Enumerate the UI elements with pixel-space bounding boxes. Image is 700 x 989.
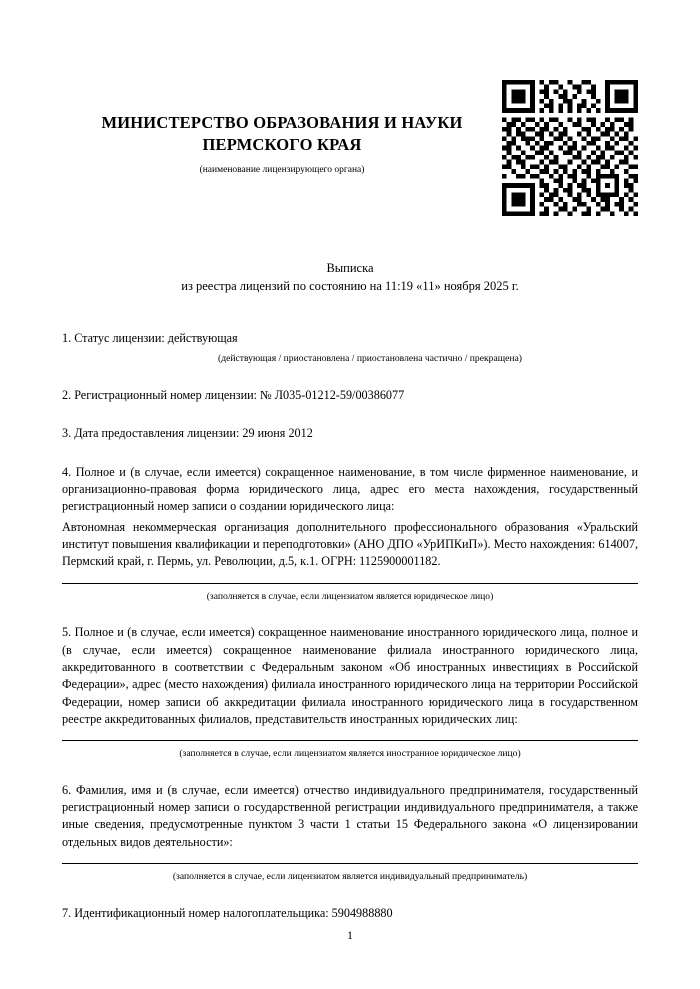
section-individual-entrepreneur-note: (заполняется в случае, если лицензиатом является индивидуальный предприниматель) [172,871,528,883]
section-inn [62,905,638,922]
ministry-subtitle: (наименование лицензирующего органа) [199,164,365,175]
document-header [72,0,492,175]
section-individual-entrepreneur-text: 6. Фамилия, имя и (в случае, если имеется) отчество индивидуального предпринимателя, государственный регистрационный номер записи о государственной регистрации индивидуального предпринимателя, а также иные сведения, предусмотренные пунктом 3 части 1 статьи 15 Федерального закона «О лицензировании отдельных видов деятельности»: [62,782,638,849]
section-individual-entrepreneur [62,782,638,884]
document-title-line1: Выписка [326,260,374,275]
document-title-line2: из реестра лицензий по состоянию на 11:19 «11» ноября 2025 г. [181,279,519,294]
divider-legal-entity [62,583,638,584]
divider-foreign-entity [62,740,638,741]
qr-code [502,80,638,216]
section-status-note: (действующая / приостановлена / приостановлена частично / прекращена) [218,353,522,365]
section-reg-number-text: 2. Регистрационный номер лицензии: № Л035-01212-59/00386077 [62,387,405,402]
document-title [62,259,638,297]
section-foreign-entity [62,624,638,761]
section-legal-entity-text: 4. Полное и (в случае, если имеется) сокращенное наименование, в том числе фирменное наименование, и организационно-правовая форма юридического лица, адрес его места нахождения, государственный регистрационный номер записи о создании юридического лица: [62,464,638,514]
section-reg-number [62,387,638,404]
section-status-text: 1. Статус лицензии: действующая [62,331,238,346]
section-status [62,330,638,366]
section-legal-entity-value: Автономная некоммерческая организация дополнительного профессионального образования «Уральский институт повышения квалификации и переподготовки» (АНО ДПО «УрИПКиП»). Место нахождения: 614007, Пермский край, г. Пермь, ул. Революции, д.5, к.1. ОГРН: 1125900001182. [62,519,638,569]
section-foreign-entity-text: 5. Полное и (в случае, если имеется) сокращенное наименование иностранного юридического лица, полное и (в случае, если имеется) сокращенное наименование филиала иностранного юридического лица, аккредитованного в соответствии с Федеральным законом «Об иностранных инвестициях в Российской Федерации», адрес (место нахождения) филиала иностранного юридического лица на территории Российской Федерации, номер записи об аккредитации филиала иностранного юридического лица в государственном реестре аккредитованных филиалов, представительств иностранных юридических лиц: [62,625,638,726]
ministry-title: МИНИСТЕРСТВО ОБРАЗОВАНИЯ И НАУКИ ПЕРМСКОГО КРАЯ [101,113,463,154]
section-foreign-entity-note: (заполняется в случае, если лицензиатом является иностранное юридическое лицо) [179,748,521,760]
qr-code-image [502,80,638,216]
section-issue-date-text: 3. Дата предоставления лицензии: 29 июня 2012 [62,426,313,441]
section-legal-entity-note: (заполняется в случае, если лицензиатом является юридическое лицо) [206,590,494,602]
divider-individual-entrepreneur [62,863,638,864]
page-number: 1 [347,928,353,942]
section-legal-entity [62,464,638,604]
section-inn-text: 7. Идентификационный номер налогоплательщика: 5904988880 [62,905,393,920]
section-issue-date [62,425,638,442]
